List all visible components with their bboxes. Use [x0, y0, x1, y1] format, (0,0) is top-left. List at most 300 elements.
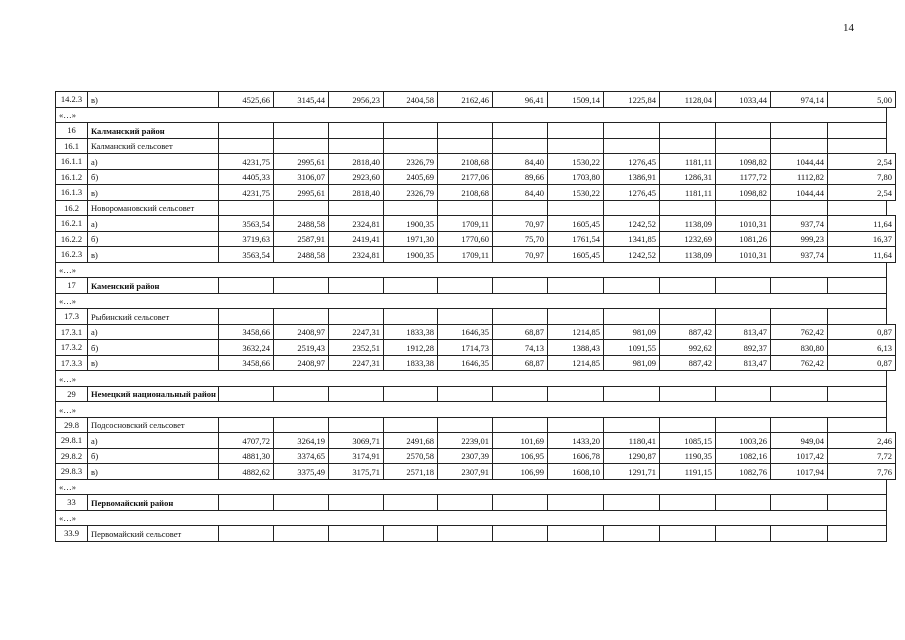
row-number-cell: 17.3.3	[56, 355, 88, 371]
ellipsis-cell: «…»	[56, 293, 887, 309]
value-cell: 1082,76	[716, 464, 771, 480]
empty-cell	[219, 526, 274, 542]
value-cell: 4231,75	[219, 185, 274, 201]
empty-cell	[438, 123, 493, 139]
value-cell: 1646,35	[438, 324, 493, 340]
empty-cell	[274, 526, 329, 542]
row-label-cell: а)	[88, 433, 219, 449]
council-name-cell: Калманский сельсовет	[88, 138, 219, 154]
row-label-cell: а)	[88, 154, 219, 170]
value-cell: 937,74	[771, 216, 828, 232]
empty-cell	[828, 278, 887, 294]
value-cell: 3458,66	[219, 324, 274, 340]
empty-cell	[771, 495, 828, 511]
value-cell: 4405,33	[219, 169, 274, 185]
value-cell: 1190,35	[660, 448, 716, 464]
value-cell: 106,99	[493, 464, 548, 480]
empty-cell	[219, 386, 274, 402]
empty-cell	[493, 526, 548, 542]
value-cell: 2352,51	[329, 340, 384, 356]
empty-cell	[438, 495, 493, 511]
value-cell: 1833,38	[384, 355, 438, 371]
row-label-cell: а)	[88, 216, 219, 232]
value-cell: 937,74	[771, 247, 828, 263]
value-cell: 813,47	[716, 355, 771, 371]
district-name-cell: Каменский район	[88, 278, 219, 294]
value-cell: 1388,43	[548, 340, 604, 356]
value-cell: 1098,82	[716, 185, 771, 201]
row-number-cell: 29.8.3	[56, 464, 88, 480]
value-cell: 1225,84	[604, 92, 660, 108]
value-cell: 1276,45	[604, 154, 660, 170]
empty-cell	[329, 138, 384, 154]
empty-cell	[438, 526, 493, 542]
empty-cell	[716, 123, 771, 139]
value-cell: 4882,62	[219, 464, 274, 480]
empty-cell	[604, 386, 660, 402]
value-cell: 2307,91	[438, 464, 493, 480]
value-cell: 981,09	[604, 324, 660, 340]
row-label-cell: в)	[88, 247, 219, 263]
ellipsis-row	[56, 479, 896, 495]
value-cell: 68,87	[493, 355, 548, 371]
empty-cell	[771, 200, 828, 216]
value-cell: 2995,61	[274, 154, 329, 170]
ellipsis-row	[56, 510, 896, 526]
value-cell: 1290,87	[604, 448, 660, 464]
empty-cell	[604, 138, 660, 154]
value-cell: 1530,22	[548, 185, 604, 201]
empty-cell	[548, 278, 604, 294]
value-cell: 7,76	[828, 464, 896, 480]
row-number-cell: 16.2.2	[56, 231, 88, 247]
value-cell: 6,13	[828, 340, 896, 356]
value-cell: 2404,58	[384, 92, 438, 108]
value-cell: 1912,28	[384, 340, 438, 356]
value-cell: 1181,11	[660, 185, 716, 201]
empty-cell	[771, 417, 828, 433]
row-number-cell: 17.3	[56, 309, 88, 325]
empty-cell	[660, 386, 716, 402]
value-cell: 2,54	[828, 185, 896, 201]
ellipsis-cell: «…»	[56, 262, 887, 278]
empty-cell	[493, 123, 548, 139]
empty-cell	[329, 123, 384, 139]
value-cell: 74,13	[493, 340, 548, 356]
value-cell: 1971,30	[384, 231, 438, 247]
empty-cell	[493, 278, 548, 294]
empty-cell	[716, 526, 771, 542]
value-cell: 2162,46	[438, 92, 493, 108]
value-cell: 1138,09	[660, 247, 716, 263]
empty-cell	[493, 309, 548, 325]
table-row	[56, 154, 896, 170]
row-label-cell: б)	[88, 448, 219, 464]
empty-cell	[771, 386, 828, 402]
empty-cell	[548, 200, 604, 216]
value-cell: 1180,41	[604, 433, 660, 449]
value-cell: 1128,04	[660, 92, 716, 108]
empty-cell	[660, 123, 716, 139]
value-cell: 1082,16	[716, 448, 771, 464]
row-label-cell: а)	[88, 324, 219, 340]
value-cell: 68,87	[493, 324, 548, 340]
empty-cell	[548, 123, 604, 139]
value-cell: 981,09	[604, 355, 660, 371]
ellipsis-cell: «…»	[56, 107, 887, 123]
empty-cell	[828, 417, 887, 433]
value-cell: 3069,71	[329, 433, 384, 449]
row-number-cell: 16.1.1	[56, 154, 88, 170]
page-number: 14	[843, 22, 854, 34]
ellipsis-row	[56, 107, 896, 123]
empty-cell	[548, 309, 604, 325]
empty-cell	[274, 309, 329, 325]
value-cell: 1242,52	[604, 216, 660, 232]
value-cell: 1286,31	[660, 169, 716, 185]
empty-cell	[329, 200, 384, 216]
value-cell: 1433,20	[548, 433, 604, 449]
empty-cell	[329, 386, 384, 402]
district-name-cell: Немецкий национальный район	[88, 386, 219, 402]
row-number-cell: 29.8	[56, 417, 88, 433]
value-cell: 1232,69	[660, 231, 716, 247]
value-cell: 1509,14	[548, 92, 604, 108]
empty-cell	[604, 278, 660, 294]
value-cell: 1900,35	[384, 216, 438, 232]
empty-cell	[438, 417, 493, 433]
empty-cell	[828, 526, 887, 542]
value-cell: 1242,52	[604, 247, 660, 263]
row-number-cell: 29.8.2	[56, 448, 88, 464]
empty-cell	[438, 309, 493, 325]
value-cell: 2570,58	[384, 448, 438, 464]
value-cell: 11,64	[828, 216, 896, 232]
empty-cell	[660, 200, 716, 216]
value-cell: 887,42	[660, 355, 716, 371]
tariff-table	[55, 91, 896, 542]
value-cell: 2326,79	[384, 185, 438, 201]
value-cell: 1112,82	[771, 169, 828, 185]
empty-cell	[716, 417, 771, 433]
value-cell: 0,87	[828, 324, 896, 340]
value-cell: 1098,82	[716, 154, 771, 170]
value-cell: 1003,26	[716, 433, 771, 449]
value-cell: 1833,38	[384, 324, 438, 340]
value-cell: 1646,35	[438, 355, 493, 371]
empty-cell	[329, 278, 384, 294]
value-cell: 1138,09	[660, 216, 716, 232]
value-cell: 887,42	[660, 324, 716, 340]
value-cell: 7,80	[828, 169, 896, 185]
table-row	[56, 464, 896, 480]
table-row	[56, 324, 896, 340]
empty-cell	[219, 417, 274, 433]
empty-cell	[660, 309, 716, 325]
empty-cell	[219, 200, 274, 216]
value-cell: 1010,31	[716, 247, 771, 263]
row-label-cell: б)	[88, 169, 219, 185]
empty-cell	[716, 309, 771, 325]
row-number-cell: 14.2.3	[56, 92, 88, 108]
ellipsis-cell: «…»	[56, 371, 887, 387]
district-name-cell: Калманский район	[88, 123, 219, 139]
value-cell: 84,40	[493, 185, 548, 201]
empty-cell	[274, 138, 329, 154]
row-number-cell: 29	[56, 386, 88, 402]
value-cell: 3458,66	[219, 355, 274, 371]
empty-cell	[828, 200, 887, 216]
row-label-cell: б)	[88, 340, 219, 356]
row-label-cell: в)	[88, 464, 219, 480]
row-number-cell: 33.9	[56, 526, 88, 542]
value-cell: 1714,73	[438, 340, 493, 356]
value-cell: 2326,79	[384, 154, 438, 170]
value-cell: 1709,11	[438, 216, 493, 232]
value-cell: 992,62	[660, 340, 716, 356]
subsection-row	[56, 417, 896, 433]
empty-cell	[604, 495, 660, 511]
empty-cell	[438, 278, 493, 294]
value-cell: 1341,85	[604, 231, 660, 247]
value-cell: 3719,63	[219, 231, 274, 247]
empty-cell	[771, 278, 828, 294]
ellipsis-row	[56, 262, 896, 278]
ellipsis-row	[56, 402, 896, 418]
value-cell: 1033,44	[716, 92, 771, 108]
row-label-cell: в)	[88, 355, 219, 371]
empty-cell	[274, 278, 329, 294]
value-cell: 2408,97	[274, 324, 329, 340]
value-cell: 2239,01	[438, 433, 493, 449]
ellipsis-row	[56, 293, 896, 309]
value-cell: 1091,55	[604, 340, 660, 356]
empty-cell	[548, 138, 604, 154]
value-cell: 3264,19	[274, 433, 329, 449]
row-number-cell: 33	[56, 495, 88, 511]
value-cell: 1709,11	[438, 247, 493, 263]
value-cell: 3632,24	[219, 340, 274, 356]
empty-cell	[660, 526, 716, 542]
value-cell: 1276,45	[604, 185, 660, 201]
empty-cell	[548, 495, 604, 511]
table-row	[56, 92, 896, 108]
row-number-cell: 16.1	[56, 138, 88, 154]
table-body	[56, 92, 896, 542]
value-cell: 1608,10	[548, 464, 604, 480]
value-cell: 2491,68	[384, 433, 438, 449]
section-row	[56, 278, 896, 294]
council-name-cell: Подсосновский сельсовет	[88, 417, 219, 433]
empty-cell	[384, 417, 438, 433]
value-cell: 1081,26	[716, 231, 771, 247]
value-cell: 1044,44	[771, 154, 828, 170]
table-row	[56, 231, 896, 247]
value-cell: 3563,54	[219, 247, 274, 263]
value-cell: 2324,81	[329, 216, 384, 232]
empty-cell	[604, 123, 660, 139]
value-cell: 2923,60	[329, 169, 384, 185]
value-cell: 1770,60	[438, 231, 493, 247]
empty-cell	[219, 278, 274, 294]
empty-cell	[548, 526, 604, 542]
row-label-cell: в)	[88, 92, 219, 108]
row-number-cell: 16.1.2	[56, 169, 88, 185]
empty-cell	[771, 526, 828, 542]
empty-cell	[828, 123, 887, 139]
value-cell: 892,37	[716, 340, 771, 356]
value-cell: 4707,72	[219, 433, 274, 449]
value-cell: 2307,39	[438, 448, 493, 464]
value-cell: 2818,40	[329, 185, 384, 201]
value-cell: 830,80	[771, 340, 828, 356]
row-number-cell: 17	[56, 278, 88, 294]
table-row	[56, 216, 896, 232]
table-row	[56, 185, 896, 201]
ellipsis-row	[56, 371, 896, 387]
value-cell: 106,95	[493, 448, 548, 464]
empty-cell	[274, 200, 329, 216]
empty-cell	[384, 309, 438, 325]
value-cell: 16,37	[828, 231, 896, 247]
value-cell: 2488,58	[274, 247, 329, 263]
value-cell: 1291,71	[604, 464, 660, 480]
value-cell: 3174,91	[329, 448, 384, 464]
value-cell: 1085,15	[660, 433, 716, 449]
value-cell: 101,69	[493, 433, 548, 449]
empty-cell	[329, 417, 384, 433]
value-cell: 3175,71	[329, 464, 384, 480]
value-cell: 1605,45	[548, 247, 604, 263]
value-cell: 1214,85	[548, 324, 604, 340]
value-cell: 2247,31	[329, 324, 384, 340]
empty-cell	[274, 123, 329, 139]
table-row	[56, 169, 896, 185]
council-name-cell: Рыбинский сельсовет	[88, 309, 219, 325]
value-cell: 5,00	[828, 92, 896, 108]
subsection-row	[56, 526, 896, 542]
subsection-row	[56, 138, 896, 154]
subsection-row	[56, 309, 896, 325]
empty-cell	[716, 278, 771, 294]
value-cell: 813,47	[716, 324, 771, 340]
empty-cell	[493, 138, 548, 154]
empty-cell	[219, 309, 274, 325]
row-number-cell: 16.2.3	[56, 247, 88, 263]
table-row	[56, 340, 896, 356]
empty-cell	[493, 417, 548, 433]
value-cell: 999,23	[771, 231, 828, 247]
value-cell: 1606,78	[548, 448, 604, 464]
empty-cell	[438, 138, 493, 154]
empty-cell	[828, 495, 887, 511]
value-cell: 949,04	[771, 433, 828, 449]
value-cell: 762,42	[771, 324, 828, 340]
section-row	[56, 495, 896, 511]
value-cell: 2571,18	[384, 464, 438, 480]
empty-cell	[716, 200, 771, 216]
table-row	[56, 247, 896, 263]
council-name-cell: Новоромановский сельсовет	[88, 200, 219, 216]
empty-cell	[329, 309, 384, 325]
value-cell: 1761,54	[548, 231, 604, 247]
value-cell: 2177,06	[438, 169, 493, 185]
value-cell: 1386,91	[604, 169, 660, 185]
empty-cell	[438, 200, 493, 216]
ellipsis-cell: «…»	[56, 402, 887, 418]
value-cell: 2324,81	[329, 247, 384, 263]
value-cell: 70,97	[493, 247, 548, 263]
value-cell: 2408,97	[274, 355, 329, 371]
empty-cell	[604, 417, 660, 433]
value-cell: 2818,40	[329, 154, 384, 170]
value-cell: 2405,69	[384, 169, 438, 185]
empty-cell	[384, 495, 438, 511]
value-cell: 1044,44	[771, 185, 828, 201]
table-row	[56, 448, 896, 464]
value-cell: 2,46	[828, 433, 896, 449]
value-cell: 3374,65	[274, 448, 329, 464]
value-cell: 4525,66	[219, 92, 274, 108]
empty-cell	[219, 123, 274, 139]
council-name-cell: Первомайский сельсовет	[88, 526, 219, 542]
value-cell: 2995,61	[274, 185, 329, 201]
empty-cell	[438, 386, 493, 402]
value-cell: 1017,42	[771, 448, 828, 464]
empty-cell	[828, 386, 887, 402]
value-cell: 1177,72	[716, 169, 771, 185]
empty-cell	[771, 123, 828, 139]
value-cell: 3375,49	[274, 464, 329, 480]
value-cell: 2519,43	[274, 340, 329, 356]
subsection-row	[56, 200, 896, 216]
empty-cell	[274, 386, 329, 402]
empty-cell	[384, 386, 438, 402]
empty-cell	[604, 526, 660, 542]
value-cell: 0,87	[828, 355, 896, 371]
table-row	[56, 355, 896, 371]
value-cell: 89,66	[493, 169, 548, 185]
empty-cell	[828, 138, 887, 154]
value-cell: 2108,68	[438, 154, 493, 170]
empty-cell	[493, 200, 548, 216]
value-cell: 2587,91	[274, 231, 329, 247]
empty-cell	[219, 138, 274, 154]
value-cell: 2488,58	[274, 216, 329, 232]
value-cell: 2419,41	[329, 231, 384, 247]
value-cell: 2956,23	[329, 92, 384, 108]
empty-cell	[493, 386, 548, 402]
value-cell: 3145,44	[274, 92, 329, 108]
value-cell: 1703,80	[548, 169, 604, 185]
empty-cell	[329, 495, 384, 511]
empty-cell	[384, 526, 438, 542]
value-cell: 7,72	[828, 448, 896, 464]
empty-cell	[548, 417, 604, 433]
value-cell: 1017,94	[771, 464, 828, 480]
value-cell: 11,64	[828, 247, 896, 263]
empty-cell	[384, 200, 438, 216]
value-cell: 84,40	[493, 154, 548, 170]
empty-cell	[548, 386, 604, 402]
empty-cell	[660, 278, 716, 294]
section-row	[56, 123, 896, 139]
row-number-cell: 17.3.1	[56, 324, 88, 340]
value-cell: 70,97	[493, 216, 548, 232]
empty-cell	[274, 495, 329, 511]
empty-cell	[604, 200, 660, 216]
value-cell: 1214,85	[548, 355, 604, 371]
